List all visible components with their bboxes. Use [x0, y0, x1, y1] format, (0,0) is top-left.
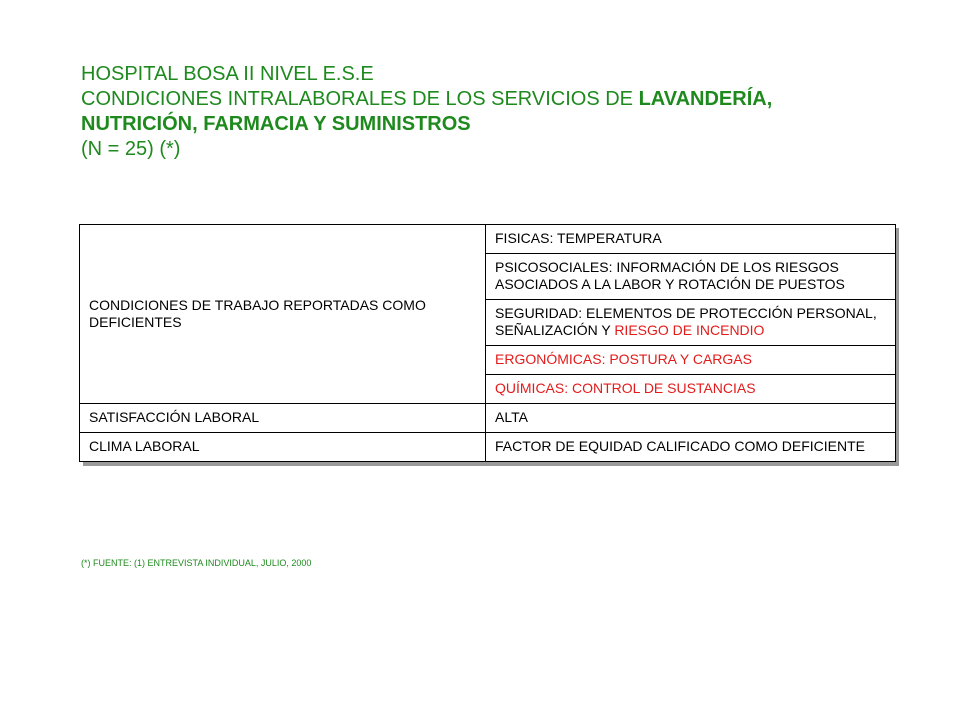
row-value: ALTA	[486, 404, 896, 433]
source-footnote: (*) FUENTE: (1) ENTREVISTA INDIVIDUAL, JULIO, 2000	[81, 558, 312, 568]
table-row	[80, 225, 896, 254]
slide-heading	[81, 62, 901, 162]
condition-highlight: ERGONÓMICAS: POSTURA Y CARGAS	[495, 351, 752, 367]
heading-title-bold: LAVANDERÍA,	[638, 88, 773, 110]
table-row	[80, 433, 896, 462]
condition-text: PSICOSOCIALES: INFORMACIÓN DE LOS RIESGOS ASOCIADOS A LA LABOR Y ROTACIÓN DE PUESTOS	[495, 259, 845, 292]
condition-text: SEGURIDAD: ELEMENTOS DE PROTECCIÓN PERSONAL, SEÑALIZACIÓN Y	[495, 305, 877, 338]
conditions-table-body	[80, 225, 896, 462]
row-label: SATISFACCIÓN LABORAL	[80, 404, 486, 433]
row-value: FACTOR DE EQUIDAD CALIFICADO COMO DEFICIENTE	[486, 433, 896, 462]
table-row	[80, 404, 896, 433]
heading-title-plain: CONDICIONES INTRALABORALES DE LOS SERVICIOS DE	[81, 88, 639, 110]
condition-highlight: QUÍMICAS: CONTROL DE SUSTANCIAS	[495, 380, 756, 396]
heading-services: NUTRICIÓN, FARMACIA Y SUMINISTROS	[81, 113, 471, 135]
heading-hospital-name: HOSPITAL BOSA II NIVEL E.S.E	[81, 63, 374, 85]
heading-sample-size: (N = 25) (*)	[81, 138, 181, 160]
conditions-table-container	[79, 224, 895, 462]
conditions-table	[79, 224, 896, 462]
condition-cell	[486, 225, 896, 254]
condition-cell	[486, 254, 896, 300]
heading-title-line	[81, 87, 901, 112]
condition-text: FISICAS: TEMPERATURA	[495, 230, 662, 246]
condition-highlight: RIESGO DE INCENDIO	[614, 322, 765, 338]
condition-cell	[486, 375, 896, 404]
condition-cell	[486, 300, 896, 346]
row-label: CLIMA LABORAL	[80, 433, 486, 462]
condition-cell	[486, 346, 896, 375]
conditions-group-label: CONDICIONES DE TRABAJO REPORTADAS COMO DEFICIENTES	[80, 225, 486, 404]
